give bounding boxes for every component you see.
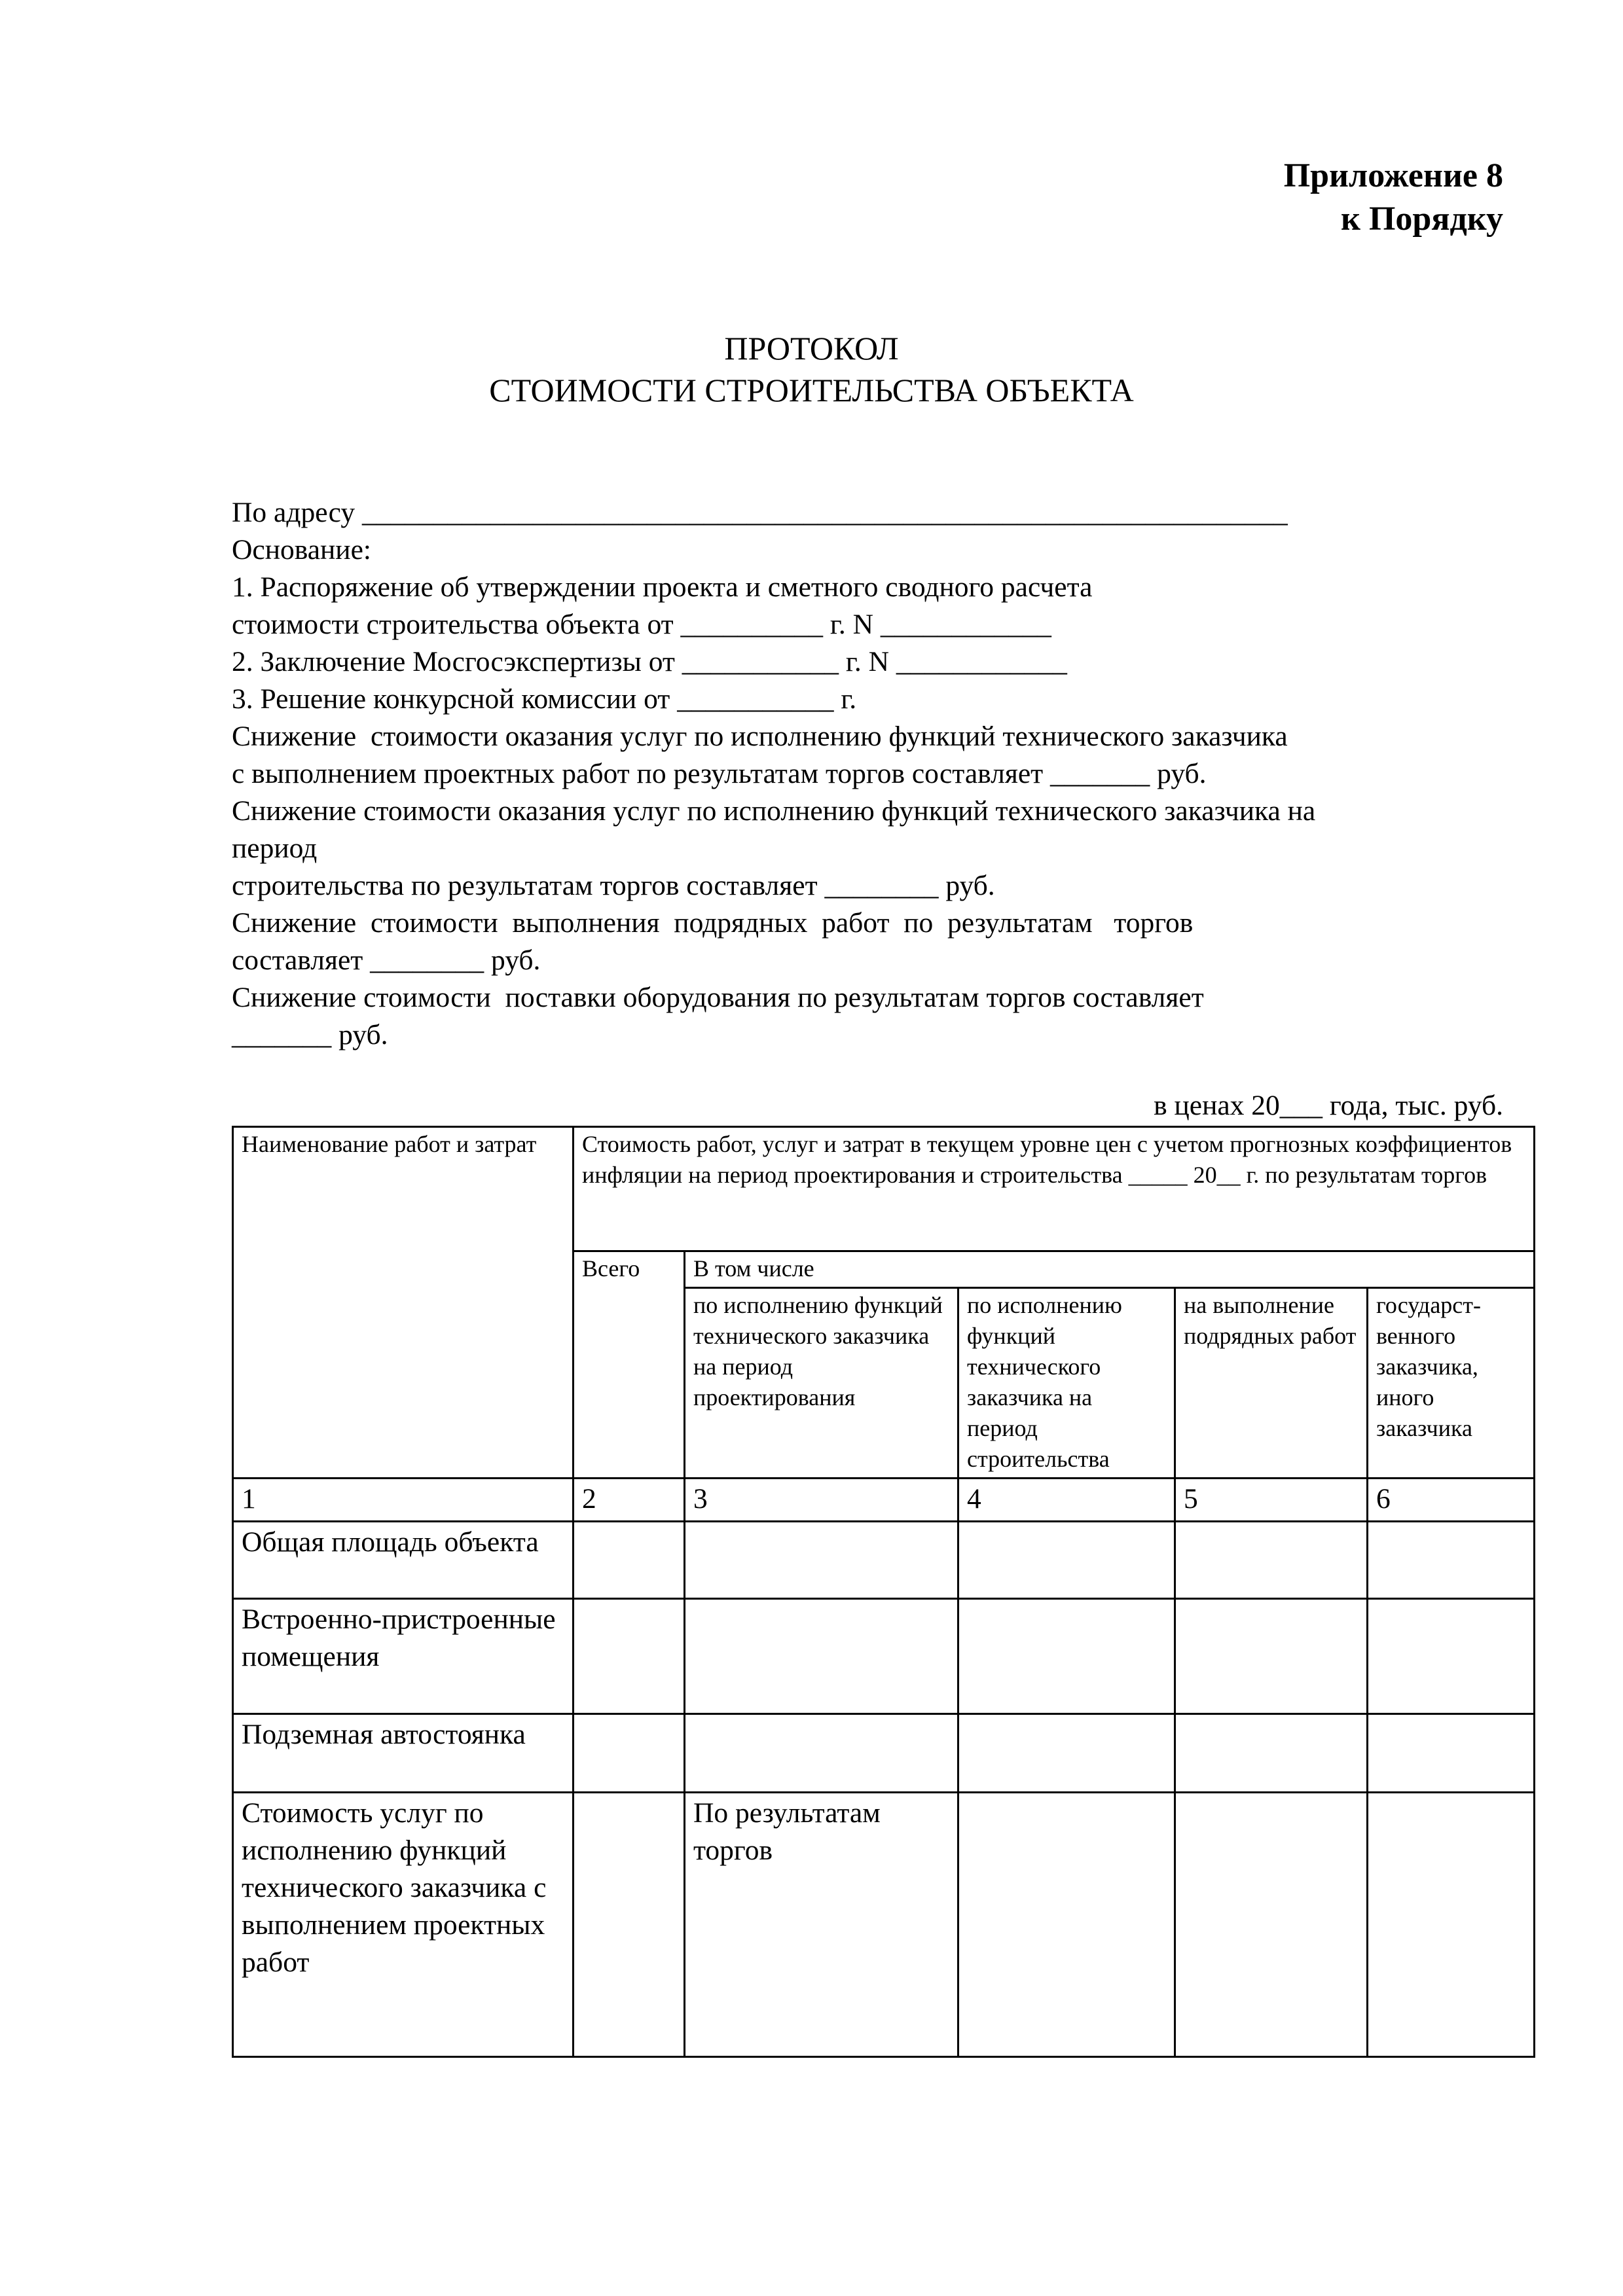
reduction-contract-line-1: Снижение стоимости выполнения подрядных работ по результатам торгов <box>232 907 1194 939</box>
table-cell <box>685 1522 958 1599</box>
basis-item-3: 3. Решение конкурсной комиссии от ___________ г. <box>232 683 857 715</box>
reduction-design-line-1: Снижение стоимости оказания услуг по исполнению функций технического заказчика <box>232 721 1288 752</box>
reduction-design-line-2: с выполнением проектных работ по результатам торгов составляет _______ руб. <box>232 758 1207 789</box>
document-title <box>0 327 1623 411</box>
address-line: По адресу _________________________________________________________________ <box>232 497 1288 528</box>
basis-item-1-cont: стоимости строительства объекта от __________ г. N ____________ <box>232 609 1051 640</box>
header-contract-works: на выполнение подрядных работ <box>1175 1288 1368 1479</box>
table-cell <box>958 1599 1175 1714</box>
column-number: 2 <box>574 1479 685 1522</box>
table-row <box>233 1793 1535 2057</box>
header-work-name: Наименование работ и затрат <box>233 1127 574 1479</box>
table-row <box>233 1714 1535 1793</box>
table-cell <box>958 1714 1175 1793</box>
table-row <box>233 1522 1535 1599</box>
table-cell: По результатам торгов <box>685 1793 958 2057</box>
header-cost-description: Стоимость работ, услуг и затрат в текущем уровне цен с учетом прогнозных коэффициентов инфляции на период проектирования и строительства _____ 20__ г. по результатам торгов <box>574 1127 1535 1251</box>
table-cell <box>1368 1522 1535 1599</box>
table-cell <box>958 1522 1175 1599</box>
title-line-1: ПРОТОКОЛ <box>724 330 899 367</box>
basis-item-1: 1. Распоряжение об утверждении проекта и сметного сводного расчета <box>232 571 1093 603</box>
header-construction-period: по исполнению функций технического заказчика на период строительства <box>958 1288 1175 1479</box>
column-number: 4 <box>958 1479 1175 1522</box>
reduction-construction-line-2: период <box>232 833 318 864</box>
header-including: В том числе <box>685 1251 1535 1288</box>
column-number: 3 <box>685 1479 958 1522</box>
table-cell <box>1175 1793 1368 2057</box>
column-number: 1 <box>233 1479 574 1522</box>
table-cell <box>574 1522 685 1599</box>
title-line-2: СТОИМОСТИ СТРОИТЕЛЬСТВА ОБЪЕКТА <box>489 372 1134 408</box>
protocol-body <box>232 494 1515 1054</box>
table-row <box>233 1599 1535 1714</box>
table-cell <box>574 1599 685 1714</box>
header-design-period: по исполнению функций технического заказчика на период проектирования <box>685 1288 958 1479</box>
table-cell <box>1368 1714 1535 1793</box>
header-state-customer: государст-венного заказчика, иного заказчика <box>1368 1288 1535 1479</box>
reduction-contract-line-2: составляет ________ руб. <box>232 944 541 976</box>
table-cell <box>574 1793 685 2057</box>
table-cell <box>685 1714 958 1793</box>
row-name: Подземная автостоянка <box>233 1714 574 1793</box>
prices-note: в ценах 20___ года, тыс. руб. <box>1154 1090 1503 1121</box>
table-cell <box>1368 1793 1535 2057</box>
table-cell <box>685 1599 958 1714</box>
basis-item-2: 2. Заключение Мосгосэкспертизы от ___________ г. N ____________ <box>232 646 1067 677</box>
table-cell <box>574 1714 685 1793</box>
table-cell <box>1368 1599 1535 1714</box>
reduction-equipment-line-2: _______ руб. <box>232 1019 388 1050</box>
table-cell <box>1175 1599 1368 1714</box>
header-total: Всего <box>574 1251 685 1479</box>
column-number: 6 <box>1368 1479 1535 1522</box>
table-cell <box>1175 1714 1368 1793</box>
row-name: Общая площадь объекта <box>233 1522 574 1599</box>
appendix-reference <box>1284 154 1503 241</box>
appendix-number: Приложение 8 <box>1283 157 1503 194</box>
row-name: Стоимость услуг по исполнению функций технического заказчика с выполнением проектных работ <box>233 1793 574 2057</box>
cost-table <box>232 1126 1535 2058</box>
column-number: 5 <box>1175 1479 1368 1522</box>
table-cell <box>958 1793 1175 2057</box>
reduction-construction-line-3: строительства по результатам торгов составляет ________ руб. <box>232 870 995 901</box>
basis-label: Основание: <box>232 534 371 565</box>
row-name: Встроенно-пристроенные помещения <box>233 1599 574 1714</box>
appendix-order-ref: к Порядку <box>1341 200 1503 238</box>
reduction-construction-line-1: Снижение стоимости оказания услуг по исполнению функций технического заказчика на <box>232 795 1316 827</box>
reduction-equipment-line-1: Снижение стоимости поставки оборудования по результатам торгов составляет <box>232 982 1204 1013</box>
table-cell <box>1175 1522 1368 1599</box>
